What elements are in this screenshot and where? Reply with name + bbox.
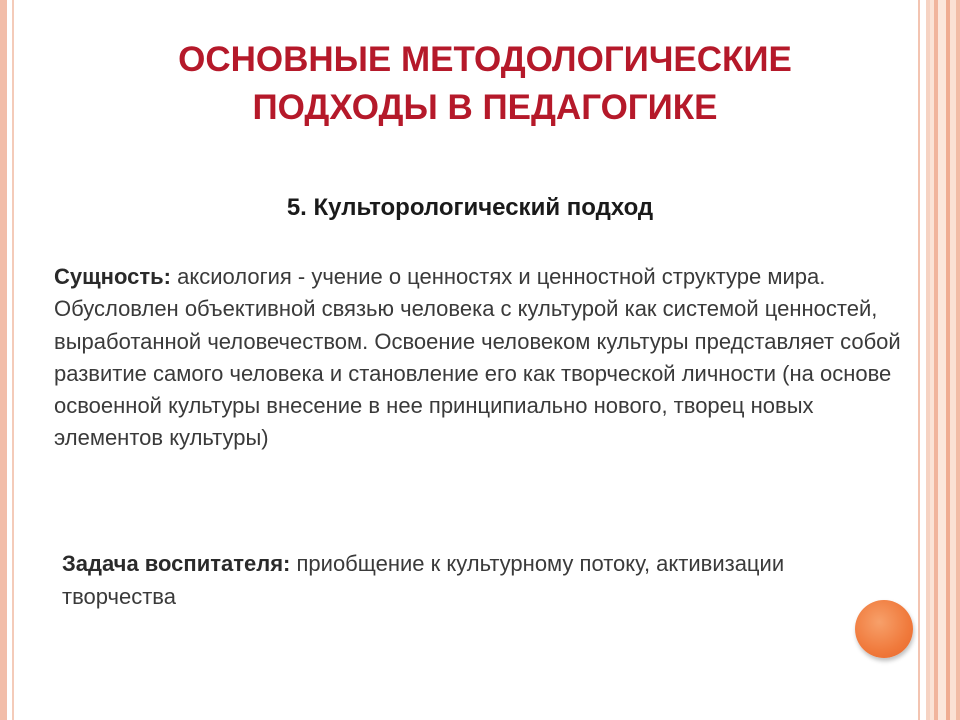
right-decorative-frame xyxy=(926,0,960,720)
orange-circle-decoration xyxy=(855,600,913,658)
task-paragraph xyxy=(62,547,822,613)
left-decorative-bar xyxy=(0,0,7,720)
left-decorative-line xyxy=(12,0,14,720)
slide-title: ОСНОВНЫЕ МЕТОДОЛОГИЧЕСКИЕ ПОДХОДЫ В ПЕДАГОГИКЕ xyxy=(178,40,792,127)
essence-paragraph xyxy=(54,261,924,455)
task-label: Задача воспитателя: xyxy=(62,551,291,576)
slide-subtitle: 5. Культорологический подход xyxy=(286,194,654,221)
task-text: приобщение к культурному потоку, активизации творчества xyxy=(62,551,785,609)
essence-label: Сущность: xyxy=(54,264,171,289)
essence-text: аксиология - учение о ценностях и ценностной структуре мира. Обусловлен объективной связью человека с культурой как системой ценностей, выработанной человечеством. Освоение человеком культуры представляет собой развитие самого человека и становление его как творческой личности (на основе освоенной культуры внесение в нее принципиально нового, творец новых элементов культуры) xyxy=(54,264,901,451)
